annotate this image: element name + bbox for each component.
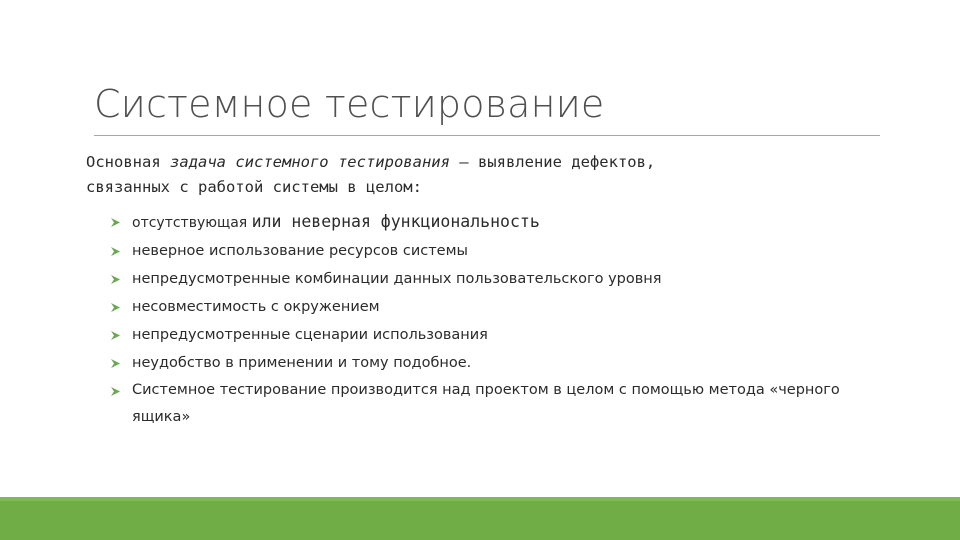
footer-bar-highlight xyxy=(0,497,960,501)
intro-paragraph xyxy=(86,150,886,200)
bullet-item xyxy=(110,349,870,377)
bullet-text: несовместимость с окружением xyxy=(132,299,380,315)
intro-emphasis: задача системного тестирования xyxy=(170,153,450,171)
arrowhead-bullet-icon xyxy=(108,265,122,293)
intro-text-end: – выявление дефектов, xyxy=(449,153,656,171)
bullet-text-small: отсутствующая xyxy=(132,215,252,231)
bullet-text: неудобство в применении и тому подобное. xyxy=(132,355,472,371)
bullet-item xyxy=(110,293,870,321)
bullet-text: непредусмотренные сценарии использования xyxy=(132,327,488,343)
arrowhead-bullet-icon xyxy=(108,321,122,349)
bullet-text-large: или неверная функциональность xyxy=(251,212,540,231)
arrowhead-bullet-icon xyxy=(108,377,122,405)
bullet-list xyxy=(110,208,870,431)
arrowhead-bullet-icon xyxy=(108,208,122,236)
bullet-item xyxy=(110,237,870,265)
bullet-item xyxy=(110,321,870,349)
bullet-item xyxy=(110,208,870,237)
title-divider xyxy=(94,135,880,136)
arrowhead-bullet-icon xyxy=(108,293,122,321)
arrowhead-bullet-icon xyxy=(108,237,122,265)
intro-text-start: Основная xyxy=(86,153,170,171)
footer-accent-bar xyxy=(0,497,960,540)
bullet-item xyxy=(110,265,870,293)
bullet-item xyxy=(110,377,870,431)
bullet-text: непредусмотренные комбинации данных пользовательского уровня xyxy=(132,271,662,287)
bullet-text: Системное тестирование производится над проектом в целом с помощью метода «черного ящика» xyxy=(132,382,840,425)
bullet-text: неверное использование ресурсов системы xyxy=(132,243,468,259)
intro-line-2: связанных с работой системы в целом: xyxy=(86,178,422,196)
slide-title: Системное тестирование xyxy=(94,82,605,126)
arrowhead-bullet-icon xyxy=(108,349,122,377)
